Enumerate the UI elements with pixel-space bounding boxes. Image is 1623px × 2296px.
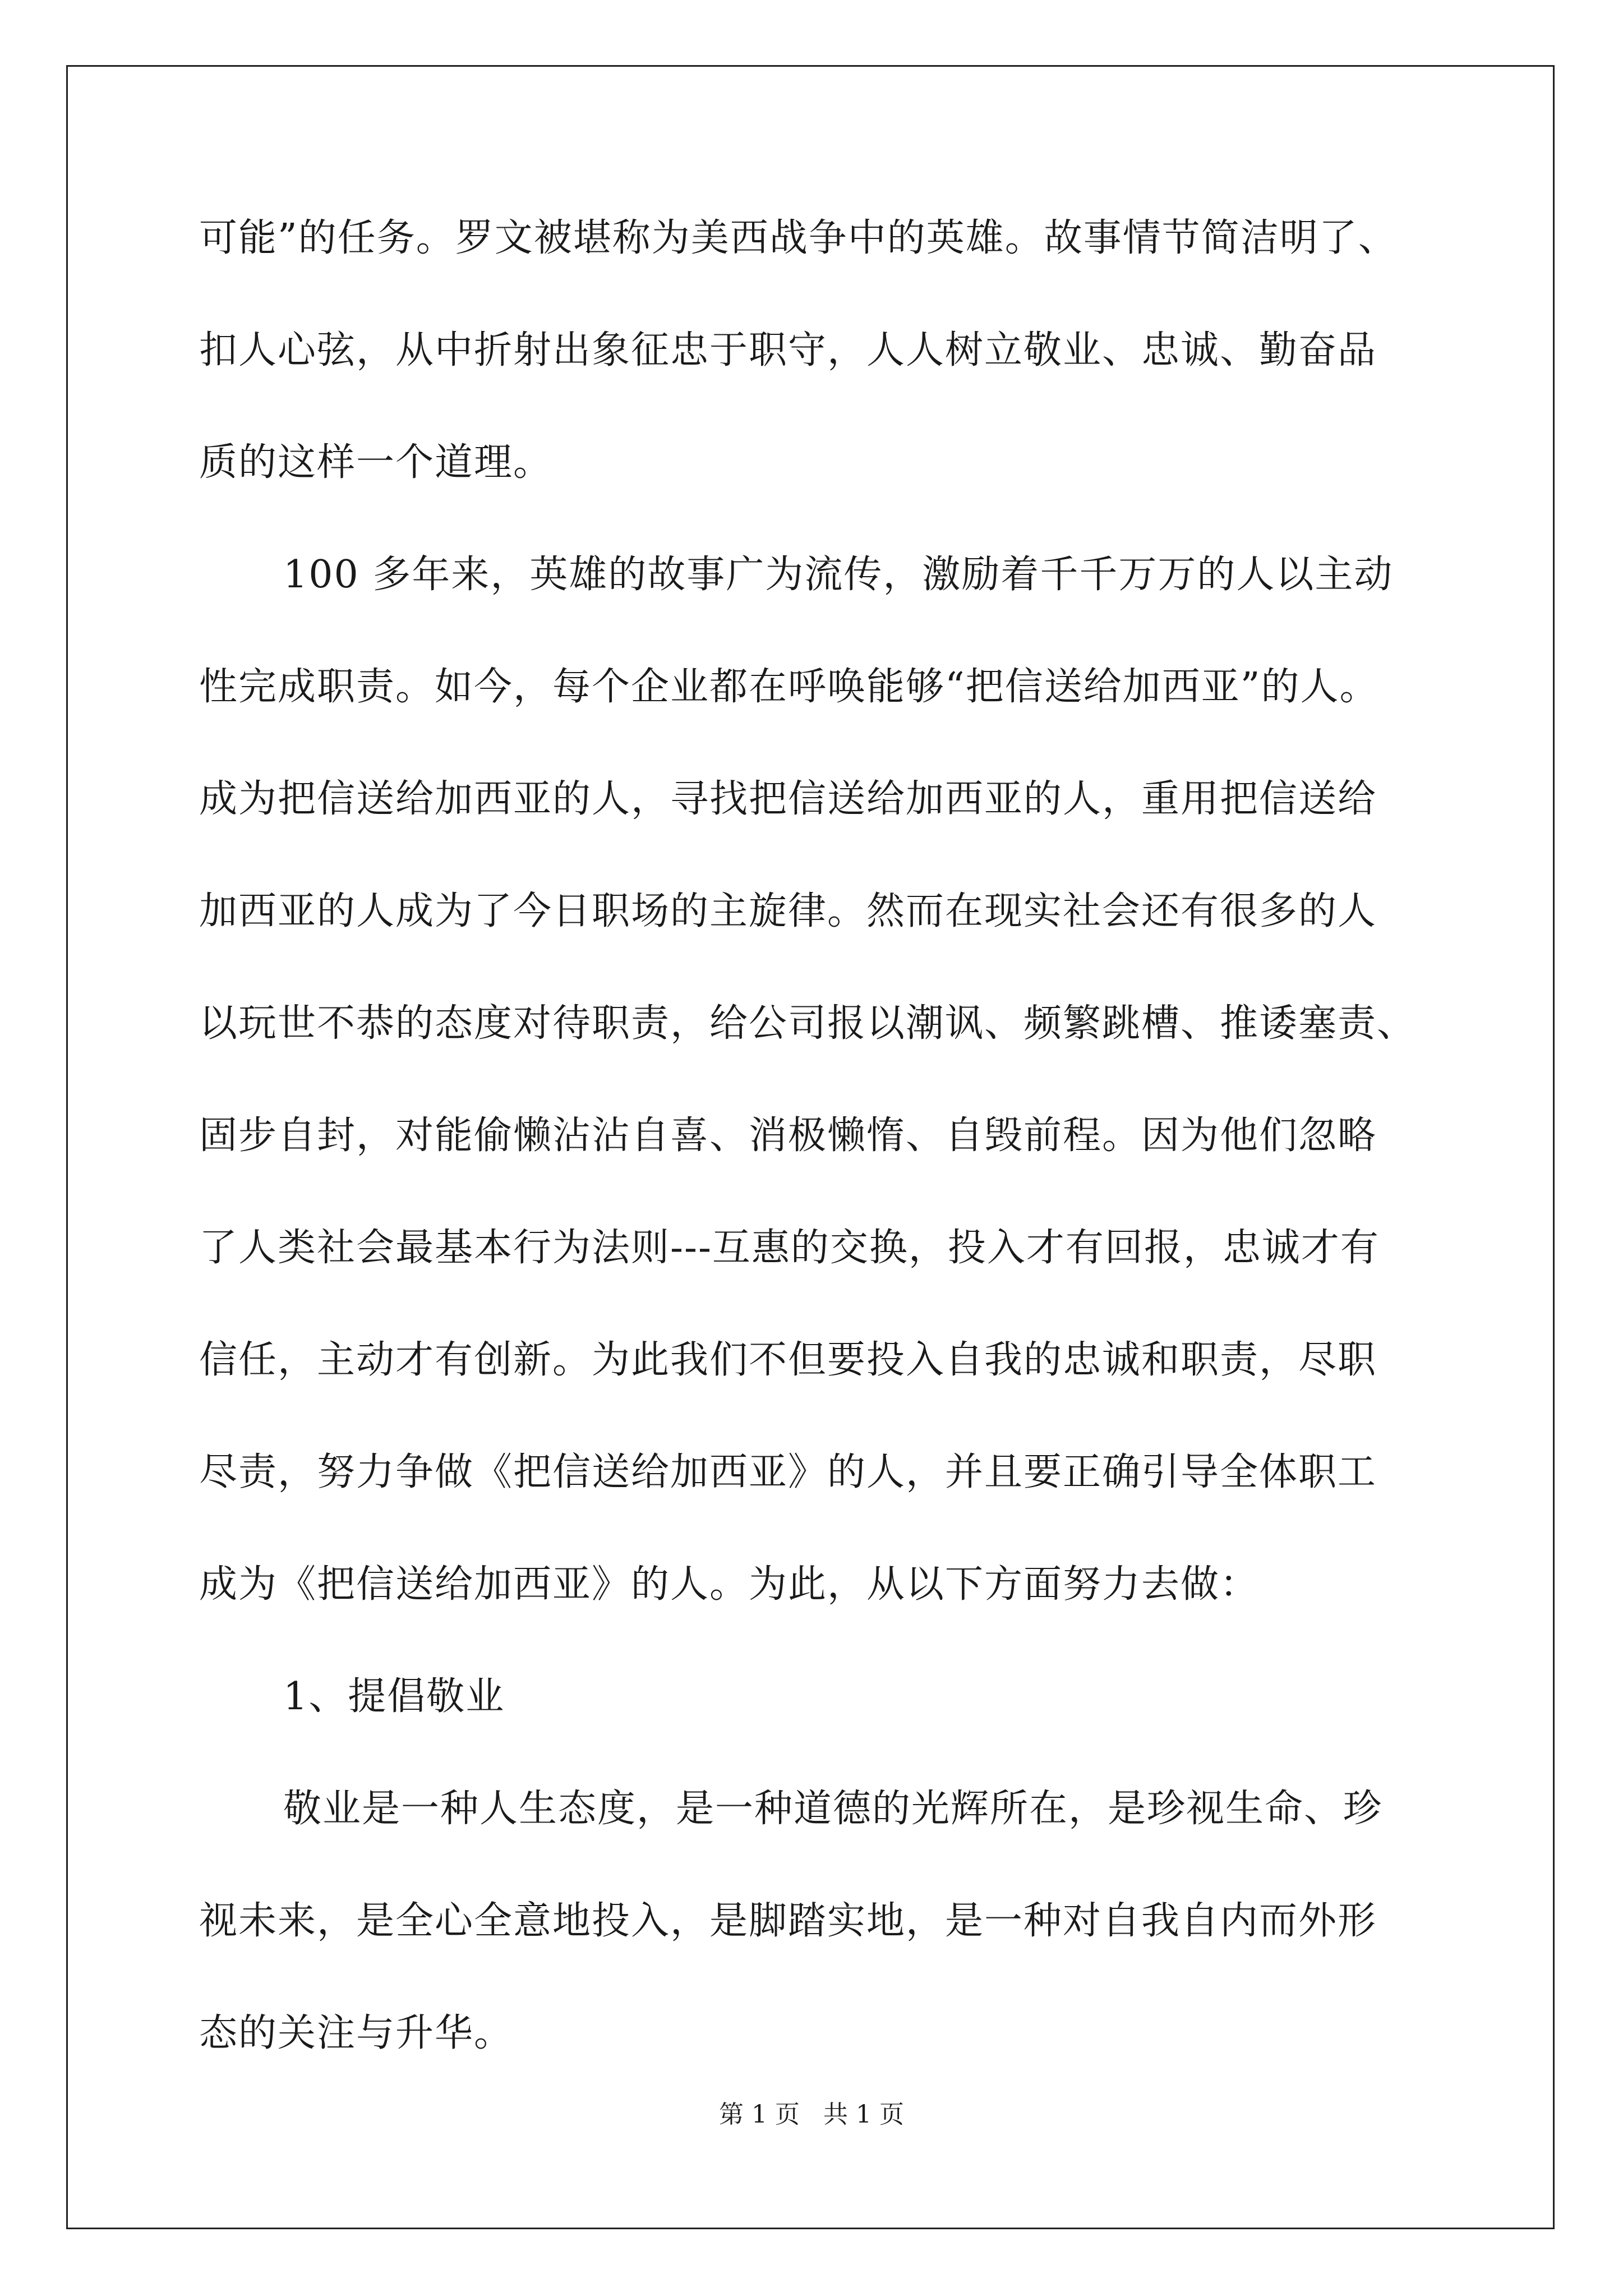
text-line: 了人类社会最基本行为法则---互惠的交换，投入才有回报，忠诚才有 xyxy=(199,1226,1380,1270)
text-line: 可能”的任务。罗文被堪称为美西战争中的英雄。故事情节简洁明了、 xyxy=(199,216,1398,260)
text-line: 质的这样一个道理。 xyxy=(199,440,553,485)
text-line: 成为把信送给加西亚的人，寻找把信送给加西亚的人，重用把信送给 xyxy=(199,777,1377,821)
text-line: 100 多年来，英雄的故事广为流传，激励着千千万万的人以主动 xyxy=(283,553,1394,597)
text-line: 以玩世不恭的态度对待职责，给公司报以潮讽、频繁跳槽、推诿塞责、 xyxy=(199,1001,1417,1046)
text-line: 扣人心弦，从中折射出象征忠于职守，人人树立敬业、忠诚、勤奋品 xyxy=(199,328,1377,372)
text-line: 尽责，努力争做《把信送给加西亚》的人，并且要正确引导全体职工 xyxy=(199,1450,1377,1494)
section-heading: 1、提倡敬业 xyxy=(283,1674,505,1719)
page-number: 第 1 页 共 1 页 xyxy=(719,2100,904,2129)
text-line: 敬业是一种人生态度，是一种道德的光辉所在，是珍视生命、珍 xyxy=(283,1787,1383,1831)
text-line: 视未来，是全心全意地投入，是脚踏实地，是一种对自我自内而外形 xyxy=(199,1899,1377,1943)
text-line: 态的关注与升华。 xyxy=(199,2011,514,2055)
text-line: 加西亚的人成为了今日职场的主旋律。然而在现实社会还有很多的人 xyxy=(199,889,1377,933)
text-line: 固步自封，对能偷懒沾沾自喜、消极懒惰、自毁前程。因为他们忽略 xyxy=(199,1114,1377,1158)
text-line: 性完成职责。如今，每个企业都在呼唤能够“把信送给加西亚”的人。 xyxy=(199,665,1379,709)
text-line: 成为《把信送给加西亚》的人。为此，从以下方面努力去做： xyxy=(199,1562,1260,1607)
text-line: 信任，主动才有创新。为此我们不但要投入自我的忠诚和职责，尽职 xyxy=(199,1338,1377,1382)
